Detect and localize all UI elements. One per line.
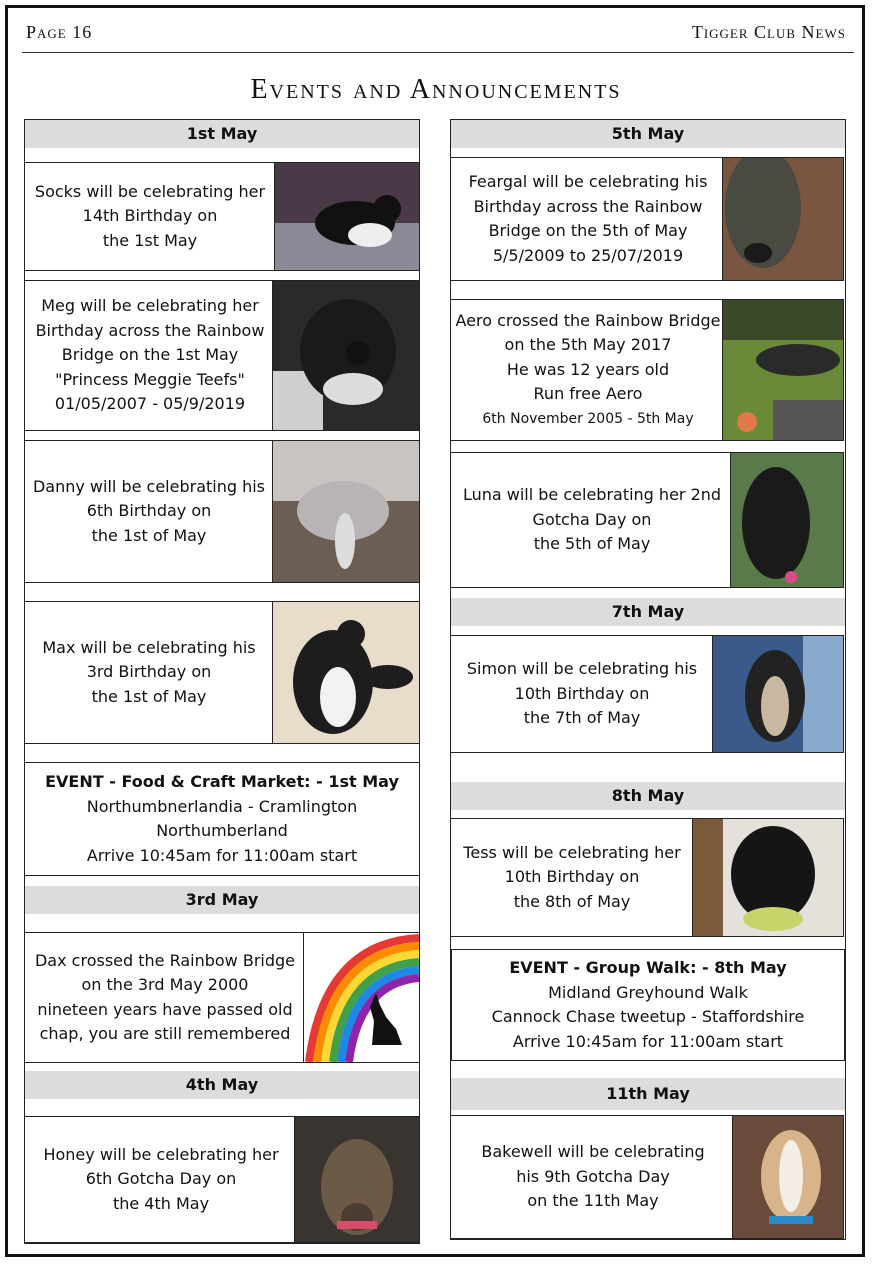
bakewell-text bbox=[451, 1116, 735, 1238]
socks-photo bbox=[274, 163, 419, 270]
text-line: Northumberland bbox=[156, 821, 288, 840]
text-line: 01/05/2007 - 05/9/2019 bbox=[54, 394, 246, 414]
text-line: Luna will be celebrating her 2nd bbox=[462, 485, 722, 505]
tess-text bbox=[451, 819, 693, 936]
honey-card bbox=[24, 1116, 420, 1243]
section-title: Events and Announcements bbox=[250, 74, 622, 105]
text-line: Birthday across the Rainbow bbox=[35, 320, 265, 340]
honey-photo bbox=[294, 1117, 419, 1242]
text-line: "Princess Meggie Teefs" bbox=[55, 369, 245, 389]
date-header-3may: 3rd May bbox=[25, 886, 419, 914]
bakewell-photo bbox=[732, 1116, 843, 1238]
meg-photo bbox=[272, 281, 419, 430]
max-photo bbox=[272, 602, 419, 743]
text-line: Aero crossed the Rainbow Bridge bbox=[455, 310, 721, 330]
text-line: Max will be celebrating his bbox=[42, 637, 256, 657]
text-line: Feargal will be celebrating his bbox=[468, 172, 708, 191]
text-line: the 7th of May bbox=[523, 708, 641, 728]
aero-text bbox=[451, 300, 725, 440]
text-line: 6th Birthday on bbox=[86, 501, 212, 521]
simon-photo bbox=[712, 636, 843, 752]
socks-text bbox=[25, 163, 275, 270]
text-line: Dax crossed the Rainbow Bridge bbox=[34, 950, 296, 970]
aero-photo bbox=[722, 300, 843, 440]
text-line: Run free Aero bbox=[533, 384, 643, 404]
event-food-craft-market bbox=[24, 762, 420, 876]
date-header-11may: 11th May bbox=[451, 1078, 845, 1110]
luna-card bbox=[450, 452, 844, 588]
text-line: on the 5th May 2017 bbox=[504, 335, 672, 355]
text-line: the 1st of May bbox=[91, 686, 207, 706]
text-line: on the 11th May bbox=[527, 1191, 659, 1211]
text-line: 14th Birthday on bbox=[82, 206, 218, 226]
text-line: Meg will be celebrating her bbox=[41, 296, 259, 316]
text-line: nineteen years have passed old bbox=[37, 999, 293, 1019]
text-line: Gotcha Day on bbox=[532, 509, 652, 529]
text-line: Cannock Chase tweetup - Staffordshire bbox=[491, 1007, 805, 1026]
bakewell-card bbox=[450, 1115, 844, 1239]
danny-text bbox=[25, 441, 273, 582]
date-header-7may: 7th May bbox=[451, 598, 845, 626]
date-header-8may: 8th May bbox=[451, 782, 845, 810]
meg-card bbox=[24, 280, 420, 431]
text-line: the 8th of May bbox=[513, 891, 631, 911]
text-line: He was 12 years old bbox=[506, 359, 670, 379]
tess-card bbox=[450, 818, 844, 937]
publication-title: Tigger Club News bbox=[691, 22, 846, 42]
text-line: the 1st May bbox=[102, 230, 198, 250]
event-title: EVENT - Group Walk: - 8th May bbox=[509, 958, 787, 977]
text-line: 10th Birthday on bbox=[514, 683, 650, 703]
feargal-card bbox=[450, 157, 844, 281]
danny-card bbox=[24, 440, 420, 583]
text-line: Bridge on the 1st May bbox=[61, 345, 239, 365]
date-header-1may: 1st May bbox=[25, 120, 419, 148]
meg-text bbox=[25, 281, 275, 430]
text-line: Danny will be celebrating his bbox=[32, 476, 266, 496]
text-line: 5/5/2009 to 25/07/2019 bbox=[492, 245, 684, 265]
event-group-walk bbox=[451, 949, 845, 1061]
header-divider bbox=[22, 52, 854, 53]
date-header-5may: 5th May bbox=[451, 120, 845, 148]
simon-text bbox=[451, 636, 713, 752]
feargal-photo bbox=[722, 158, 843, 280]
text-line: 10th Birthday on bbox=[504, 867, 640, 887]
text-line: the 5th of May bbox=[533, 534, 651, 554]
danny-photo bbox=[272, 441, 419, 582]
text-line: Bridge on the 5th of May bbox=[488, 221, 688, 240]
text-line: 3rd Birthday on bbox=[86, 662, 212, 682]
text-line: Arrive 10:45am for 11:00am start bbox=[512, 1031, 784, 1051]
honey-text bbox=[25, 1117, 297, 1242]
text-line: Bakewell will be celebrating bbox=[481, 1142, 705, 1162]
text-line: the 4th May bbox=[112, 1193, 210, 1213]
dax-text bbox=[25, 933, 305, 1062]
rainbow-wolf-icon bbox=[303, 933, 419, 1062]
max-text bbox=[25, 602, 273, 743]
text-line: Socks will be celebrating her bbox=[34, 181, 266, 201]
text-line: Simon will be celebrating his bbox=[466, 659, 698, 679]
simon-card bbox=[450, 635, 844, 753]
text-line: Northumbnerlandia - Cramlington bbox=[86, 796, 358, 816]
luna-text bbox=[451, 453, 733, 587]
tess-photo bbox=[692, 819, 843, 936]
text-line: 6th Gotcha Day on bbox=[85, 1169, 237, 1189]
text-line: 6th November 2005 - 5th May bbox=[482, 410, 694, 427]
text-line: his 9th Gotcha Day bbox=[516, 1166, 670, 1186]
feargal-text bbox=[451, 158, 725, 280]
text-line: Birthday across the Rainbow bbox=[473, 196, 703, 216]
socks-card bbox=[24, 162, 420, 271]
text-line: Midland Greyhound Walk bbox=[548, 982, 748, 1002]
dax-card bbox=[24, 932, 420, 1063]
page-number: Page 16 bbox=[26, 22, 93, 42]
text-line: Honey will be celebrating her bbox=[43, 1144, 279, 1164]
date-header-4may: 4th May bbox=[25, 1071, 419, 1099]
max-card bbox=[24, 601, 420, 744]
text-line: chap, you are still remembered bbox=[39, 1024, 291, 1043]
text-line: on the 3rd May 2000 bbox=[81, 975, 249, 994]
aero-card bbox=[450, 299, 844, 441]
event-title: EVENT - Food & Craft Market: - 1st May bbox=[45, 772, 399, 791]
luna-photo bbox=[730, 453, 843, 587]
text-line: Tess will be celebrating her bbox=[463, 842, 681, 862]
text-line: the 1st of May bbox=[91, 525, 207, 545]
text-line: Arrive 10:45am for 11:00am start bbox=[86, 845, 358, 865]
